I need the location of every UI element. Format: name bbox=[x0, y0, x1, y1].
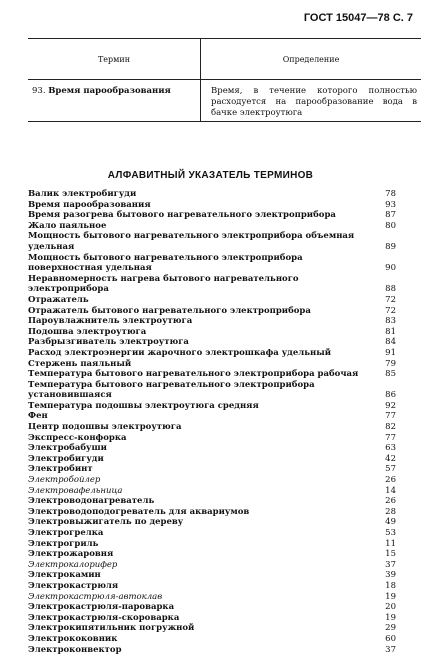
index-number: 81 bbox=[374, 327, 396, 338]
index-number: 91 bbox=[374, 348, 396, 359]
index-term: Разбрызгиватель электроутюга bbox=[28, 337, 189, 348]
list-item bbox=[28, 602, 396, 613]
index-term: Электрокастрюля-скороварка bbox=[28, 613, 179, 624]
index-number: 92 bbox=[374, 401, 396, 412]
list-item bbox=[28, 443, 396, 454]
index-term: Электробигуди bbox=[28, 454, 104, 465]
list-item bbox=[28, 539, 396, 550]
list-item bbox=[28, 316, 396, 327]
index-number: 19 bbox=[374, 613, 396, 624]
index-term: Мощность бытового нагревательного электроприбора объемная удельная bbox=[28, 231, 376, 252]
list-item bbox=[28, 253, 396, 274]
list-item bbox=[28, 528, 396, 539]
list-item bbox=[28, 433, 396, 444]
index-number: 42 bbox=[374, 454, 396, 465]
index-number: 49 bbox=[374, 517, 396, 528]
index-number: 90 bbox=[377, 263, 396, 274]
list-item bbox=[28, 613, 396, 624]
index-term: Время парообразования bbox=[28, 200, 151, 211]
index-term: Электрогрелка bbox=[28, 528, 103, 539]
index-number: 72 bbox=[374, 306, 396, 317]
index-term: Стержень паяльный bbox=[28, 359, 131, 370]
index-number: 18 bbox=[374, 581, 396, 592]
index-number: 86 bbox=[376, 390, 396, 401]
index-number: 29 bbox=[374, 623, 396, 634]
index-term: Неравномерность нагрева бытового нагревательного электроприбора bbox=[28, 274, 374, 295]
index-term: Фен bbox=[28, 411, 48, 422]
index-term: Электровыжигатель по дереву bbox=[28, 517, 183, 528]
index-title: АЛФАВИТНЫЙ УКАЗАТЕЛЬ ТЕРМИНОВ bbox=[0, 170, 421, 181]
index-number: 20 bbox=[374, 602, 396, 613]
index-number: 82 bbox=[374, 422, 396, 433]
index-number: 39 bbox=[374, 570, 396, 581]
index-number: 37 bbox=[374, 645, 396, 655]
index-term: Пароувлажнитель электроутюга bbox=[28, 316, 192, 327]
list-item bbox=[28, 496, 396, 507]
list-item bbox=[28, 327, 396, 338]
index-term: Электрококовник bbox=[28, 634, 117, 645]
index-term: Электрогриль bbox=[28, 539, 98, 550]
index-number: 72 bbox=[374, 295, 396, 306]
index-number: 28 bbox=[374, 507, 396, 518]
list-item bbox=[28, 221, 396, 232]
index-term: Электровафельница bbox=[28, 486, 122, 497]
list-item bbox=[28, 189, 396, 200]
index-term: Жало паяльное bbox=[28, 221, 106, 232]
index-term: Отражатель бытового нагревательного электроприбора bbox=[28, 306, 311, 317]
index-term: Электрокастрюля-автоклав bbox=[28, 592, 162, 603]
list-item bbox=[28, 422, 396, 433]
index-term: Электрокипятильник погружной bbox=[28, 623, 194, 634]
index-term: Электрокастрюля-пароварка bbox=[28, 602, 174, 613]
index-number: 15 bbox=[374, 549, 396, 560]
list-item bbox=[28, 348, 396, 359]
index-number: 57 bbox=[374, 464, 396, 475]
list-item bbox=[28, 507, 396, 518]
index-number: 26 bbox=[374, 496, 396, 507]
index-number: 87 bbox=[374, 210, 396, 221]
index-number: 89 bbox=[376, 242, 396, 253]
index-term: Экспресс-конфорка bbox=[28, 433, 126, 444]
index-number: 77 bbox=[374, 433, 396, 444]
table-row bbox=[28, 80, 421, 122]
column-header-definition: Определение bbox=[201, 39, 421, 80]
term-number: 93. bbox=[32, 86, 46, 96]
page-header: ГОСТ 15047—78 С. 7 bbox=[304, 12, 413, 24]
list-item bbox=[28, 570, 396, 581]
list-item bbox=[28, 475, 396, 486]
list-item bbox=[28, 645, 396, 655]
index-number: 14 bbox=[374, 486, 396, 497]
list-item bbox=[28, 231, 396, 252]
index-number: 79 bbox=[374, 359, 396, 370]
index-term: Расход электроэнергии жарочного электрошкафа удельный bbox=[28, 348, 331, 359]
index-number: 93 bbox=[374, 200, 396, 211]
definition-cell: Время, в течение которого полностью расходуется на парообразование вода в бачке электроутюга bbox=[201, 80, 421, 122]
list-item bbox=[28, 359, 396, 370]
list-item bbox=[28, 295, 396, 306]
index-number: 37 bbox=[374, 560, 396, 571]
index-number: 53 bbox=[374, 528, 396, 539]
list-item bbox=[28, 306, 396, 317]
list-item bbox=[28, 454, 396, 465]
list-item bbox=[28, 634, 396, 645]
index-term: Электробинт bbox=[28, 464, 93, 475]
index-term: Центр подошвы электроутюга bbox=[28, 422, 182, 433]
index-term: Электробойлер bbox=[28, 475, 100, 486]
list-item bbox=[28, 581, 396, 592]
list-item bbox=[28, 560, 396, 571]
index-term: Электроконвектор bbox=[28, 645, 122, 655]
index-term: Электроводонагреватель bbox=[28, 496, 154, 507]
list-item bbox=[28, 592, 396, 603]
list-item bbox=[28, 200, 396, 211]
term-name: Время парообразования bbox=[48, 86, 171, 96]
column-header-term: Термин bbox=[28, 39, 201, 80]
list-item bbox=[28, 380, 396, 401]
index-term: Валик электробигуди bbox=[28, 189, 136, 200]
index-number: 80 bbox=[374, 221, 396, 232]
terms-table bbox=[28, 38, 421, 122]
index-number: 63 bbox=[374, 443, 396, 454]
list-item bbox=[28, 274, 396, 295]
list-item bbox=[28, 337, 396, 348]
list-item bbox=[28, 401, 396, 412]
index-number: 83 bbox=[374, 316, 396, 327]
list-item bbox=[28, 210, 396, 221]
index-number: 19 bbox=[374, 592, 396, 603]
index-term: Подошва электроутюга bbox=[28, 327, 146, 338]
term-index bbox=[28, 189, 396, 655]
list-item bbox=[28, 549, 396, 560]
index-term: Электрокамин bbox=[28, 570, 101, 581]
index-term: Электроводоподогреватель для аквариумов bbox=[28, 507, 249, 518]
index-term: Электрожаровня bbox=[28, 549, 113, 560]
index-number: 60 bbox=[374, 634, 396, 645]
list-item bbox=[28, 486, 396, 497]
index-term: Температура подошвы электроутюга средняя bbox=[28, 401, 259, 412]
index-number: 77 bbox=[374, 411, 396, 422]
list-item bbox=[28, 517, 396, 528]
index-number: 84 bbox=[374, 337, 396, 348]
list-item bbox=[28, 623, 396, 634]
term-cell bbox=[28, 80, 201, 122]
index-term: Мощность бытового нагревательного электроприбора поверхностная удельная bbox=[28, 253, 377, 274]
index-term: Электрокастрюля bbox=[28, 581, 118, 592]
index-number: 85 bbox=[374, 369, 396, 380]
index-number: 26 bbox=[374, 475, 396, 486]
index-term: Температура бытового нагревательного электроприбора установившаяся bbox=[28, 380, 376, 401]
index-number: 78 bbox=[374, 189, 396, 200]
index-term: Время разогрева бытового нагревательного электроприбора bbox=[28, 210, 336, 221]
list-item bbox=[28, 369, 396, 380]
list-item bbox=[28, 464, 396, 475]
list-item bbox=[28, 411, 396, 422]
index-term: Температура бытового нагревательного электроприбора рабочая bbox=[28, 369, 358, 380]
index-number: 11 bbox=[374, 539, 396, 550]
index-term: Отражатель bbox=[28, 295, 89, 306]
index-number: 88 bbox=[374, 284, 396, 295]
index-term: Электрокалорифер bbox=[28, 560, 117, 571]
index-term: Электробабуши bbox=[28, 443, 107, 454]
